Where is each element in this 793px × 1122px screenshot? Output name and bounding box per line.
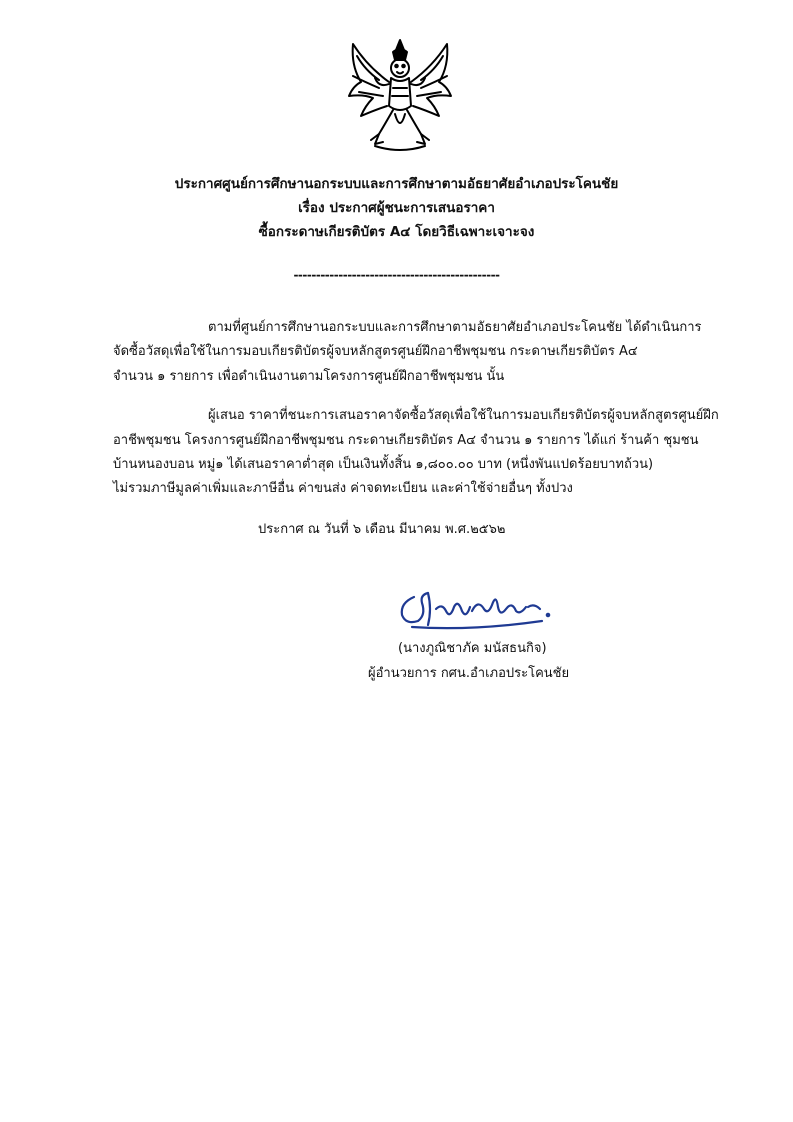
paragraph1-line: จำนวน ๑ รายการ เพื่อดำเนินงานตามโครงการศูนย์ฝึกอาชีพชุมชน นั้น bbox=[113, 369, 505, 384]
paragraph1-line: ตามที่ศูนย์การศึกษานอกระบบและการศึกษาตามอัธยาศัยอำเภอประโคนชัย ได้ดำเนินการ bbox=[208, 320, 702, 335]
paragraph2-line: ไม่รวมภาษีมูลค่าเพิ่มและภาษีอื่น ค่าขนส่ง ค่าจดทะเบียน และค่าใช้จ่ายอื่นๆ ทั้งปวง bbox=[113, 481, 573, 496]
paragraph1-line: จัดซื้อวัสดุเพื่อใช้ในการมอบเกียรติบัตรผู้จบหลักสูตรศูนย์ฝึกอาชีพชุมชน กระดาษเกียรติบัตร A๔ bbox=[113, 344, 638, 359]
announcement-subject: เรื่อง ประกาศผู้ชนะการเสนอราคา bbox=[298, 200, 495, 216]
paragraph2-line: อาชีพชุมชน โครงการศูนย์ฝึกอาชีพชุมชน กระดาษเกียรติบัตร A๔ จำนวน ๑ รายการ ได้แก่ ร้านค้า ชุมชน bbox=[113, 433, 699, 448]
announcement-item: ซื้อกระดาษเกียรติบัตร A๔ โดยวิธีเฉพาะเจาะจง bbox=[258, 224, 535, 240]
announcement-heading: ประกาศศูนย์การศึกษานอกระบบและการศึกษาตามอัธยาศัยอำเภอประโคนชัย bbox=[174, 176, 619, 192]
handwritten-signature bbox=[392, 585, 562, 635]
announce-date: ประกาศ ณ วันที่ ๖ เดือน มีนาคม พ.ศ.๒๕๖๒ bbox=[258, 522, 506, 537]
garuda-emblem-icon bbox=[345, 36, 455, 154]
paragraph2-line: ผู้เสนอ ราคาที่ชนะการเสนอราคาจัดซื้อวัสดุเพื่อใช้ในการมอบเกียรติบัตรผู้จบหลักสูตรศูนย์ฝึก bbox=[208, 408, 719, 423]
divider-line: ---------------------------------------------- bbox=[293, 268, 500, 282]
signatory-title: ผู้อำนวยการ กศน.อำเภอประโคนชัย bbox=[368, 666, 570, 681]
paragraph2-line: บ้านหนองบอน หมู่๑ ได้เสนอราคาต่ำสุด เป็นเงินทั้งสิ้น ๑,๘๐๐.๐๐ บาท (หนึ่งพันแปดร้อยบาทถ้วน) bbox=[113, 457, 654, 472]
signatory-name: (นางภูณิชาภัค มนัสธนกิจ) bbox=[398, 641, 547, 656]
